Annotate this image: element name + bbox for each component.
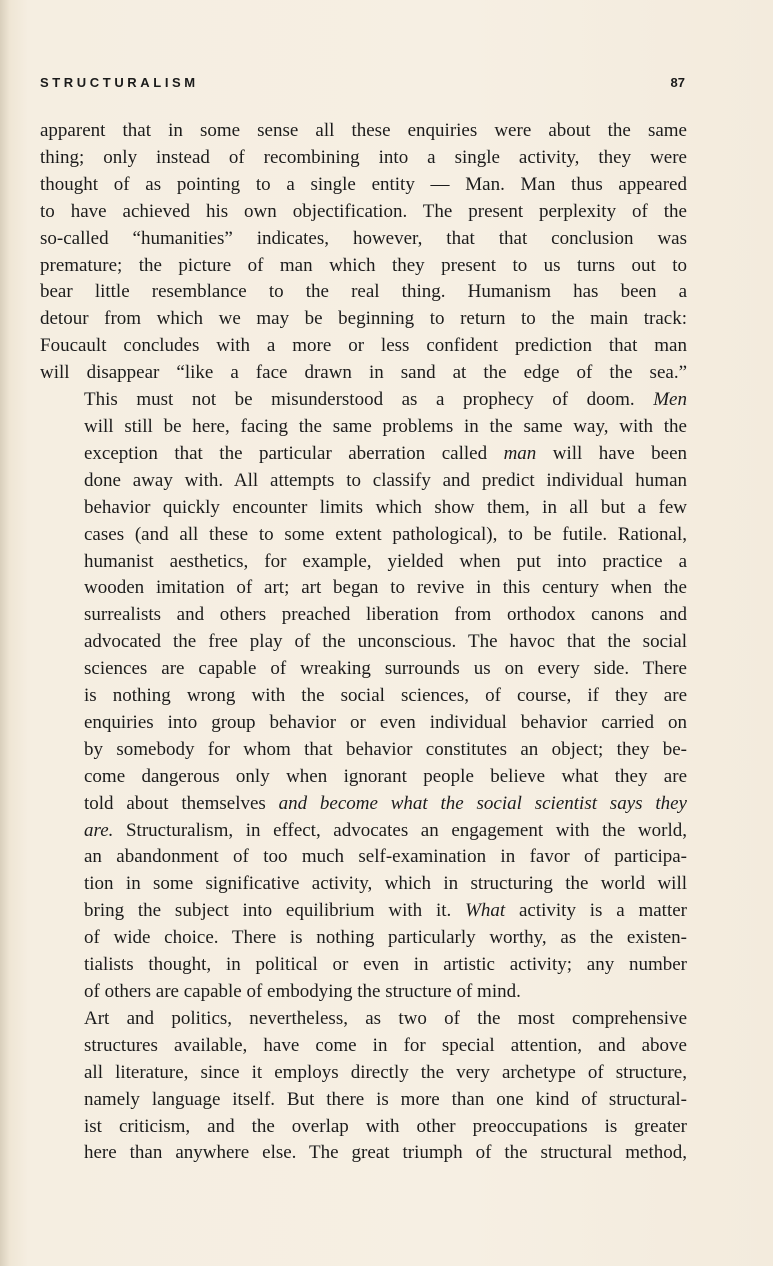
text-line — [40, 360, 687, 387]
text-line — [40, 575, 687, 602]
italic-text: man — [503, 442, 537, 464]
text-run: exception that the particular aberration called — [84, 442, 504, 464]
italic-text: are. — [84, 819, 114, 841]
text-line — [40, 441, 687, 468]
text-line — [40, 925, 687, 952]
text-line — [40, 1006, 687, 1033]
text-run: tialists thought, in political or even in artistic activity; any number — [84, 954, 687, 976]
text-line — [40, 145, 687, 172]
text-run: bring the subject into equilibrium with it. — [84, 900, 466, 922]
text-line — [40, 414, 687, 441]
text-line — [40, 306, 687, 333]
text-run: all literature, since it employs directly the very archetype of structure, — [84, 1061, 687, 1083]
text-line — [40, 1033, 687, 1060]
text-run: to have achieved his own objectification. The present perplexity of the — [40, 200, 687, 222]
text-line — [40, 1060, 687, 1087]
text-run: bear little resemblance to the real thing. Humanism has been a — [40, 281, 687, 303]
italic-text: Men — [653, 389, 687, 411]
text-line — [40, 387, 687, 414]
text-line — [40, 602, 687, 629]
text-run: enquiries into group behavior or even individual behavior carried on — [84, 711, 687, 733]
text-line — [40, 656, 687, 683]
text-line — [40, 495, 687, 522]
text-line — [40, 522, 687, 549]
text-run: here than anywhere else. The great triumph of the structural method, — [84, 1142, 687, 1164]
italic-text: and become what the social scientist says they — [278, 792, 687, 814]
text-line — [40, 226, 687, 253]
text-line — [40, 253, 687, 280]
running-head — [40, 75, 685, 95]
text-line — [40, 764, 687, 791]
text-line — [40, 172, 687, 199]
text-line — [40, 118, 687, 145]
text-run: of others are capable of embodying the structure of mind. — [84, 981, 521, 1002]
text-run: wooden imitation of art; art began to revive in this century when the — [84, 577, 687, 599]
text-line — [40, 279, 687, 306]
text-run: done away with. All attempts to classify and predict individual human — [84, 469, 687, 491]
text-run: behavior quickly encounter limits which show them, in all but a few — [84, 496, 687, 518]
text-line — [40, 844, 687, 871]
text-run: cases (and all these to some extent pathological), to be futile. Rational, — [84, 523, 687, 545]
text-run: Art and politics, nevertheless, as two of the most comprehensive — [84, 1007, 687, 1029]
text-run: surrealists and others preached liberation from orthodox canons and — [84, 604, 687, 626]
text-run: apparent that in some sense all these enquiries were about the same — [40, 120, 687, 141]
running-head-title: STRUCTURALISM — [40, 75, 199, 90]
text-run: will still be here, facing the same problems in the same way, with the — [84, 415, 687, 437]
paragraph — [40, 1006, 687, 1167]
text-line — [40, 818, 687, 845]
text-run: ist criticism, and the overlap with other preoccupations is greater — [84, 1115, 687, 1137]
text-run: thought of as pointing to a single entity — Man. Man thus appeared — [40, 173, 687, 195]
text-run: an abandonment of too much self-examination in favor of participa- — [84, 846, 687, 868]
text-run: tion in some significative activity, which in structuring the world will — [84, 873, 687, 895]
text-line — [40, 1114, 687, 1141]
text-line — [40, 871, 687, 898]
text-line — [40, 979, 687, 1006]
text-run: so-called “humanities” indicates, however, that that conclusion was — [40, 227, 687, 249]
text-line — [40, 549, 687, 576]
text-run: humanist aesthetics, for example, yielded when put into practice a — [84, 550, 687, 572]
text-run: structures available, have come in for special attention, and above — [84, 1034, 687, 1056]
text-line — [40, 952, 687, 979]
text-line — [40, 737, 687, 764]
text-line — [40, 683, 687, 710]
italic-text: What — [465, 900, 506, 922]
text-run: detour from which we may be beginning to return to the main track: — [40, 308, 687, 330]
text-line — [40, 629, 687, 656]
text-run: Structuralism, in effect, advocates an engagement with the world, — [113, 819, 687, 841]
text-line — [40, 199, 687, 226]
text-run: come dangerous only when ignorant people believe what they are — [84, 765, 687, 787]
text-run: is nothing wrong with the social sciences, of course, if they are — [84, 685, 687, 707]
text-run: will disappear “like a face drawn in sand at the edge of the sea.” — [40, 362, 687, 384]
text-run: told about themselves — [84, 792, 279, 814]
text-run: by somebody for whom that behavior constitutes an object; they be- — [84, 738, 687, 760]
page-number: 87 — [670, 75, 685, 90]
text-run: advocated the free play of the unconscious. The havoc that the social — [84, 631, 687, 653]
text-line — [40, 333, 687, 360]
text-line — [40, 1087, 687, 1114]
text-run: will have been — [536, 442, 688, 464]
paragraph — [40, 118, 687, 387]
text-line — [40, 1140, 687, 1167]
text-run: premature; the picture of man which they present to us turns out to — [40, 254, 687, 276]
text-run: of wide choice. There is nothing particularly worthy, as the existen- — [84, 927, 687, 949]
text-run: namely language itself. But there is more than one kind of structural- — [84, 1088, 687, 1110]
text-line — [40, 898, 687, 925]
text-run: sciences are capable of wreaking surrounds us on every side. There — [84, 658, 687, 680]
text-line — [40, 791, 687, 818]
text-run: Foucault concludes with a more or less confident prediction that man — [40, 335, 687, 357]
text-run: thing; only instead of recombining into a single activity, they were — [40, 146, 687, 168]
paragraph — [40, 387, 687, 1006]
text-run: activity is a matter — [505, 900, 687, 922]
text-run: This must not be misunderstood as a prophecy of doom. — [84, 389, 654, 411]
text-line — [40, 468, 687, 495]
text-line — [40, 710, 687, 737]
body-text — [40, 118, 687, 1167]
